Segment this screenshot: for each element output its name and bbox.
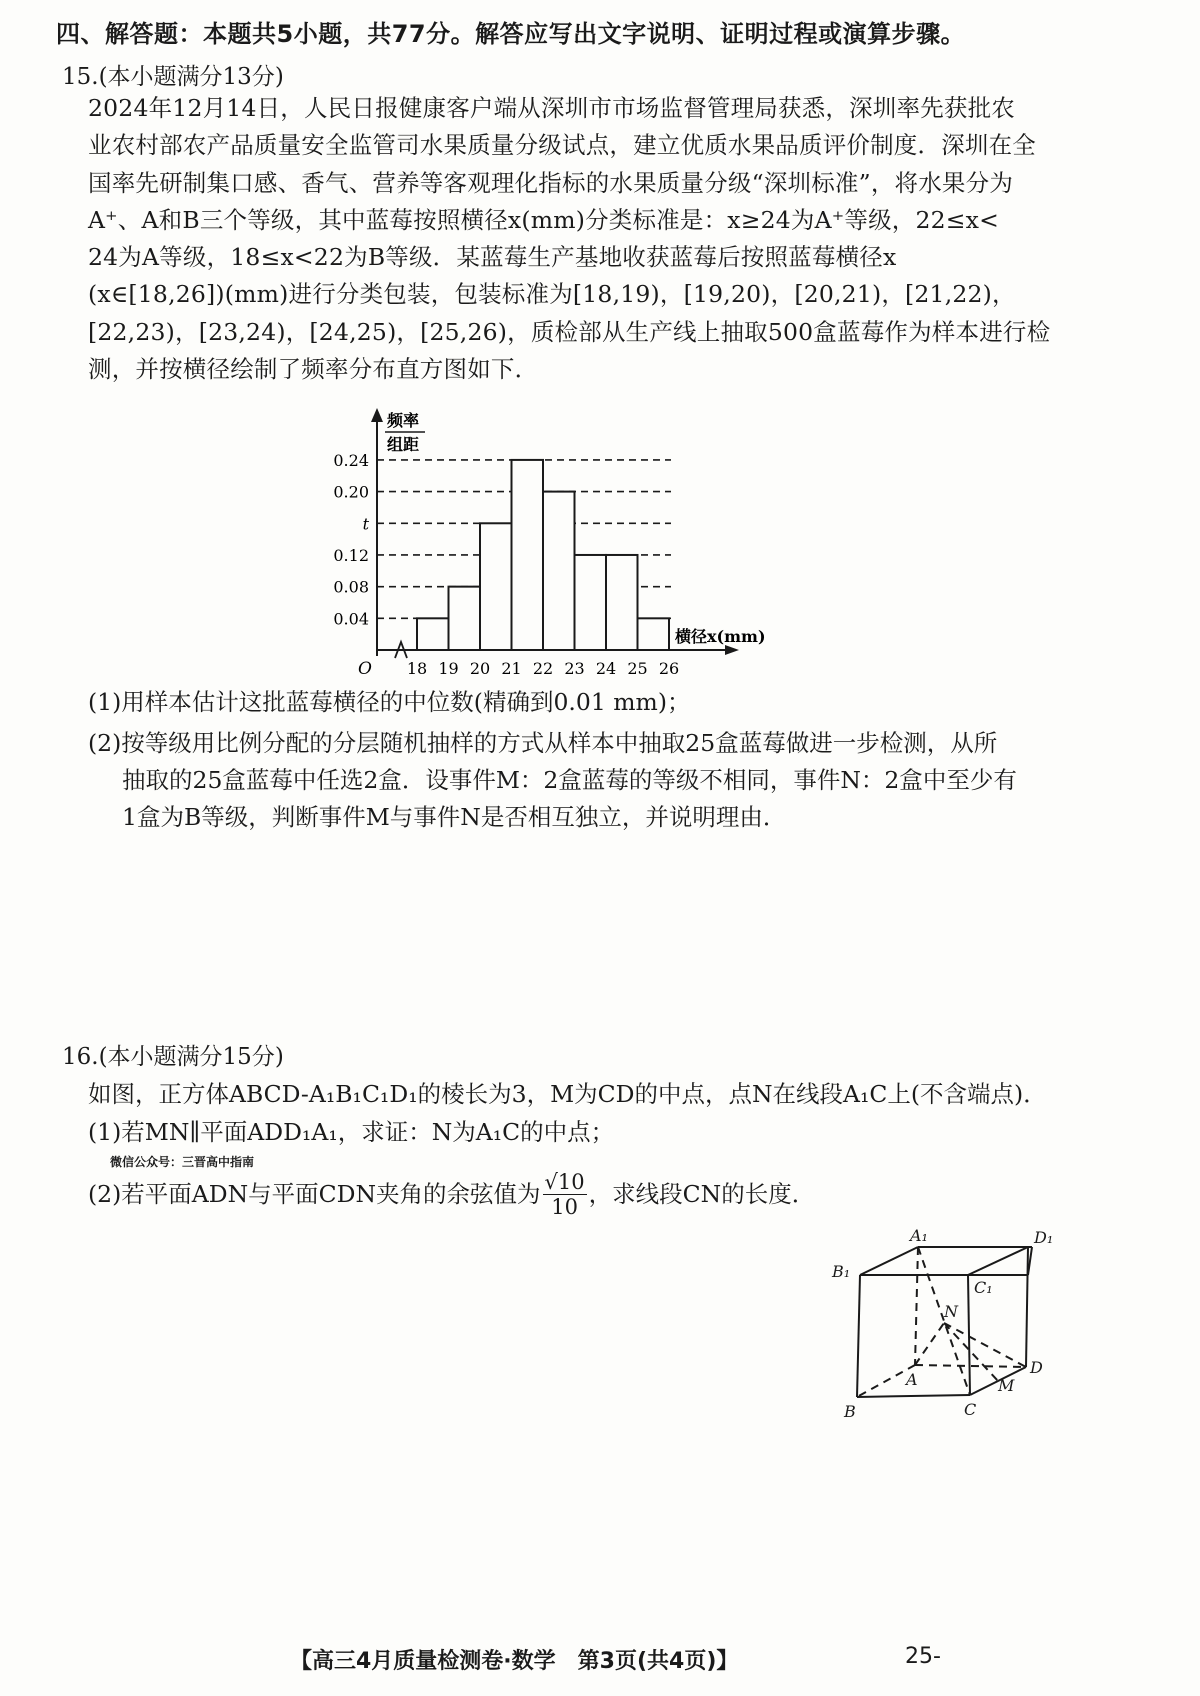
watermark-text: 微信公众号：三晋高中指南: [110, 1155, 255, 1169]
section-header: 四、解答题：本题共5小题，共77分。解答应写出文字说明、证明过程或演算步骤。: [56, 20, 966, 48]
q15-line: 测，并按横径绘制了频率分布直方图如下．: [88, 355, 539, 384]
y-tick-label: 0.20: [333, 482, 369, 502]
histogram-bar: [543, 492, 575, 650]
origin-label: O: [358, 659, 372, 679]
histogram-bar: [512, 460, 544, 650]
cube-label: M: [998, 1376, 1015, 1395]
y-axis-label-top: 频率: [387, 411, 420, 430]
x-axis-label: 横径x(mm): [675, 627, 766, 646]
cube-label: D: [1030, 1358, 1043, 1377]
cube-label: C: [964, 1400, 977, 1419]
cube-label: A: [906, 1370, 918, 1389]
cube-label: D₁: [1034, 1228, 1054, 1247]
q15-sub1: (1)用样本估计这批蓝莓横径的中位数(精确到0.01 mm)；: [88, 688, 691, 716]
y-tick-label: 0.08: [333, 577, 369, 597]
y-tick-label: 0.24: [333, 450, 369, 470]
cube-label: N: [944, 1302, 958, 1321]
q15-line: 国率先研制集口感、香气、营养等客观理化指标的水果质量分级“深圳标准”，将水果分为: [88, 168, 1014, 197]
q15-sub2-line: 1盒为B等级，判断事件M与事件N是否相互独立，并说明理由．: [122, 803, 787, 831]
cube-label: B: [844, 1402, 856, 1421]
q16-sub2: [88, 1170, 815, 1219]
y-tick-label: t: [362, 514, 369, 534]
q15-line: 2024年12月14日，人民日报健康客户端从深圳市市场监督管理局获悉，深圳率先获批农: [88, 94, 1016, 122]
x-tick-label: 22: [532, 659, 554, 678]
x-tick-label: 18: [406, 659, 428, 678]
x-tick-label: 24: [595, 659, 617, 678]
histogram-bar: [480, 523, 512, 650]
q15-sub2-line: (2)按等级用比例分配的分层随机抽样的方式从样本中抽取25盒蓝莓做进一步检测，从所: [88, 729, 998, 757]
x-tick-label: 26: [658, 659, 680, 678]
histogram-bar: [606, 555, 638, 650]
q16-sub2-text: ，求线段CN的长度．: [588, 1180, 816, 1208]
q16-sub2-text: (2)若平面ADN与平面CDN夹角的余弦值为: [88, 1180, 541, 1208]
y-tick-label: 0.04: [333, 609, 369, 629]
q15-body: [88, 90, 1050, 388]
y-axis-arrow: [371, 408, 383, 422]
cube-figure: [820, 1225, 1070, 1425]
cube-hidden-edge: [918, 1247, 970, 1395]
q16-intro: 如图，正方体ABCD-A₁B₁C₁D₁的棱长为3，M为CD的中点，点N在线段A₁C上(不含端点)．: [88, 1080, 1047, 1108]
fraction-denominator: 10: [551, 1195, 578, 1219]
q15-sub2-line: 抽取的25盒蓝莓中任选2盒．设事件M：2盒蓝莓的等级不相同，事件N：2盒中至少有: [122, 766, 1017, 794]
q15-line: (x∈[18,26])(mm)进行分类包装，包装标准为[18,19)，[19,20)，[20,21)，[21,22)，: [88, 280, 1016, 309]
histogram-bar: [417, 618, 449, 650]
fraction-numerator: √10: [544, 1170, 585, 1194]
cube-edge: [1026, 1247, 1028, 1367]
q15-line: 业农村部农产品质量安全监管司水果质量分级试点，建立优质水果品质评价制度．深圳在全: [88, 131, 1036, 160]
cube-label: A₁: [910, 1226, 928, 1245]
q15-sub2: [88, 725, 1017, 836]
q16-sub1: (1)若MN∥平面ADD₁A₁，求证：N为A₁C的中点；: [88, 1118, 615, 1146]
histogram-bar: [638, 618, 670, 650]
q15-line: [22,23)，[23,24)，[24,25)，[25,26)，质检部从生产线上抽取500盒蓝莓作为样本进行检: [88, 317, 1051, 346]
y-axis-label-bottom: 组距: [387, 435, 420, 454]
cube-hidden-edge: [944, 1323, 998, 1381]
cube-edge: [968, 1275, 970, 1395]
q16-heading: 16.(本小题满分15分): [62, 1044, 284, 1070]
x-tick-label: 19: [438, 659, 459, 678]
frequency-histogram: [330, 400, 800, 690]
histogram-bar: [575, 555, 607, 650]
histogram-bar: [449, 587, 481, 650]
cube-edge: [968, 1247, 1028, 1275]
cube-edge: [857, 1395, 970, 1397]
cube-label: B₁: [832, 1262, 851, 1281]
x-tick-label: 20: [469, 659, 491, 678]
cube-hidden-edge: [944, 1323, 1026, 1367]
x-tick-label: 21: [501, 659, 522, 678]
page-footer: 【高三4月质量检测卷·数学 第3页(共4页)】: [290, 1649, 739, 1674]
x-tick-label: 25: [627, 659, 648, 678]
cube-label: C₁: [974, 1278, 993, 1297]
cube-hidden-edge: [915, 1247, 918, 1365]
x-axis-arrow: [725, 645, 739, 655]
fraction: [543, 1170, 587, 1219]
q15-heading: 15.(本小题满分13分): [62, 64, 284, 90]
page-code: 25-: [905, 1644, 941, 1669]
cube-edge: [857, 1275, 860, 1397]
q15-line: A⁺、A和B三个等级，其中蓝莓按照横径x(mm)分类标准是：x≥24为A⁺等级，22≤x<: [88, 205, 1000, 234]
cube-hidden-edge: [915, 1323, 944, 1365]
q15-line: 24为A等级，18≤x<22为B等级．某蓝莓生产基地收获蓝莓后按照蓝莓横径x: [88, 243, 897, 272]
cube-edge: [860, 1247, 918, 1275]
x-tick-label: 23: [564, 659, 585, 678]
y-tick-label: 0.12: [333, 545, 369, 565]
